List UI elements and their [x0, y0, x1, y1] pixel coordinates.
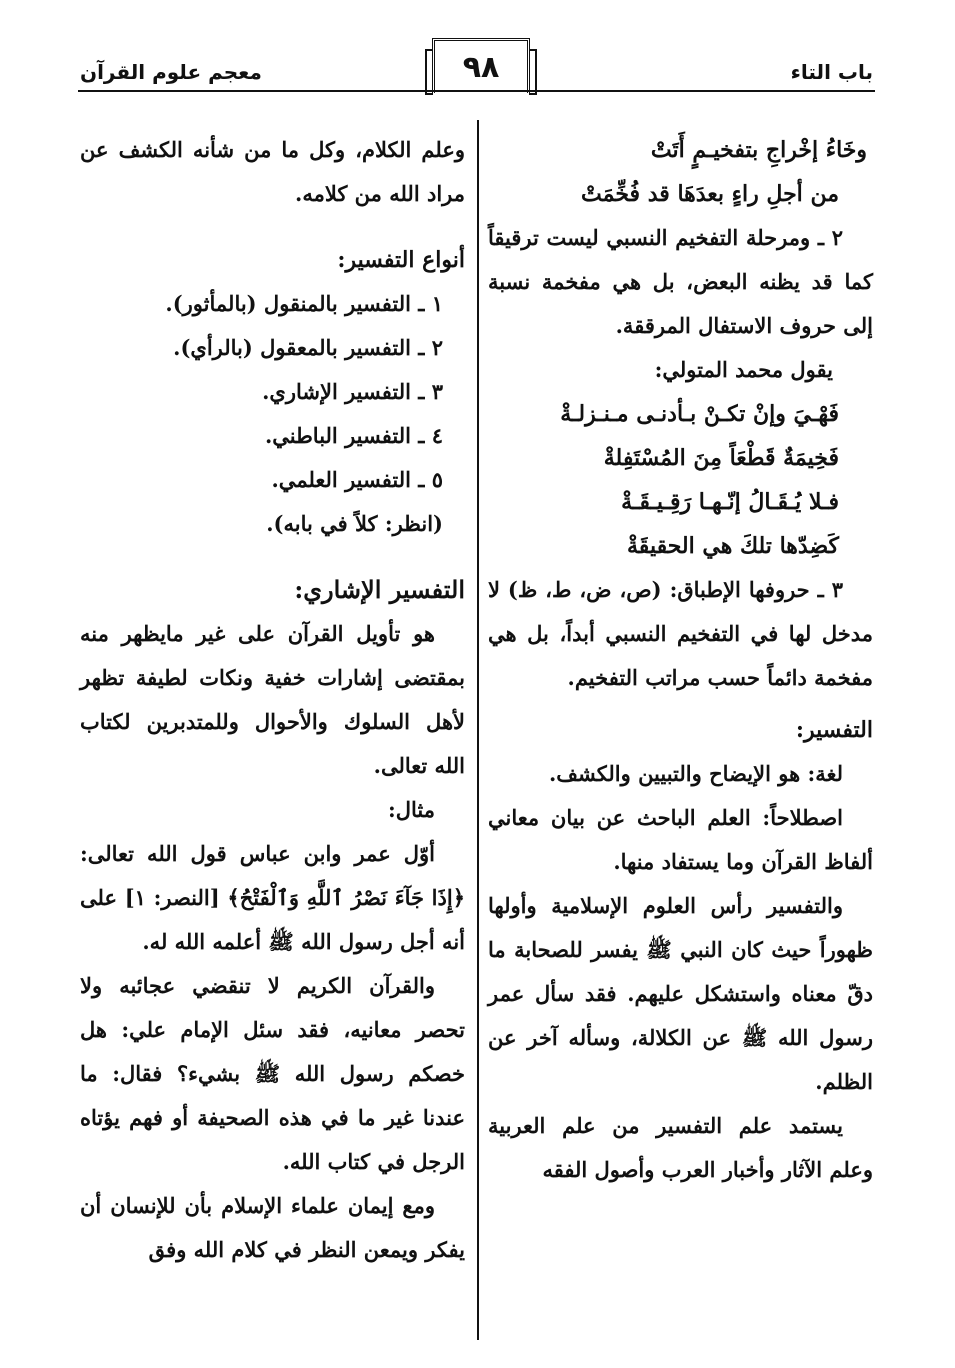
tafsir-types-list: [80, 282, 465, 546]
page-number: ٩٨: [432, 38, 530, 93]
paragraph: أوّل عمر وابن عباس قول الله تعالى: ﴿إِذَا جَآءَ نَصْرُ ٱللَّهِ وَٱلْفَتْحُ﴾ [النصر: ١] على أنه أجل رسول الله ﷺ أعلمه الله له.: [80, 841, 466, 954]
paragraph: اصطلاحاً: العلم الباحث عن بيان معاني ألفاظ القرآن وما يستفاد منها.: [488, 805, 873, 874]
list-item: ٤ ـ التفسير الباطني.: [264, 423, 443, 448]
verse-line: فَخِيمَةٌ قَطْعَاً مِنَ المُسْتَفِلةْ: [603, 445, 839, 471]
list-item: ٢ ـ التفسير بالمعقول (بالرأي).: [173, 335, 443, 360]
paragraph: والقرآن الكريم لا تنقضي عجائبه ولا تحصر معانيه، فقد سئل الإمام علي: هل خصكم رسول الله ﷺ بشيء؟ فقال: ما عندنا غير ما في هذه الصحيفة أو فهم يؤتاه الرجل في كتاب الله.: [80, 973, 465, 1174]
list-item: ١ ـ التفسير بالمنقول (بالمأثور).: [165, 291, 443, 316]
paragraph: وعلم الكلام، وكل ما من شأنه الكشف عن مراد الله من كلامه.: [80, 137, 465, 206]
chapter-title: باب التاء: [790, 60, 873, 84]
paragraph: يستمد علم التفسير من علم العربية وعلم الآثار وأخبار العرب وأصول الفقه: [488, 1113, 873, 1182]
paragraph: ٣ ـ حروفها الإطباق: (ص، ض، ط، ظ) لا مدخل لها في التفخيم النسبي أبداً، بل هي مفخمة دائماً حسب مراتب التفخيم.: [488, 577, 873, 690]
list-item: (انظر: كلاً في بابه).: [266, 511, 443, 536]
verse-line: فَهْـيَ وإنْ تكـنْ بـأدنـى مـنـزلـةْ: [560, 401, 839, 427]
paragraph: لغة: هو الإيضاح والتبيين والكشف.: [549, 761, 843, 786]
right-column: [488, 128, 873, 1192]
verse-line: كَضِدّها تلكَ هي الحقيقَةْ: [627, 533, 839, 559]
section-heading: التفسير الإشاري:: [294, 575, 465, 604]
book-title: معجم علوم القرآن: [80, 60, 262, 84]
paragraph: هو تأويل القرآن على غير مايظهر منه بمقتضى إشارات خفية ونكات لطيفة تظهر لأهل السلوك والأحوال وللمتدبرين لكتاب الله تعالى.: [80, 621, 465, 778]
column-divider: [477, 120, 479, 1340]
verse-line: وخَاءُ إخْراجِ بتفخيـمٍ أَتَتْ: [650, 137, 867, 163]
example-label: مثال:: [388, 797, 435, 822]
paragraph: ومع إيمان علماء الإسلام بأن للإنسان أن يفكر ويمعن النظر في كلام الله وفق: [80, 1193, 465, 1262]
section-heading: أنواع التفسير:: [337, 247, 465, 273]
section-heading: التفسير:: [795, 717, 873, 743]
list-item: ٥ ـ التفسير العلمي.: [271, 467, 443, 492]
paragraph: والتفسير رأس العلوم الإسلامية وأولها ظهوراً حيث كان النبي ﷺ يفسر للصحابة ما دقّ معناه واستشكل عليهم. فقد سأل عمر رسول الله ﷺ عن الكلالة، وسأله آخر عن الظلم.: [488, 893, 873, 1094]
paragraph: يقول محمد المتولي:: [654, 357, 833, 382]
left-column: [80, 128, 465, 1272]
list-item: ٣ ـ التفسير الإشاري.: [262, 379, 443, 404]
header-rule: [78, 90, 875, 92]
verse-line: من أجلِ راءٍ بعدَهَا قد فُخِّمَتْ: [581, 181, 839, 207]
paragraph: ٢ ـ ومرحلة التفخيم النسبي ليست ترقيقاً كما قد يظنه البعض، بل هي مفخمة نسبة إلى حروف الاستفال المرققة.: [488, 225, 873, 338]
verse-line: فـلا يُـقَـالُ إنّـهـا رَقِـيـقَـةْ: [621, 489, 839, 515]
